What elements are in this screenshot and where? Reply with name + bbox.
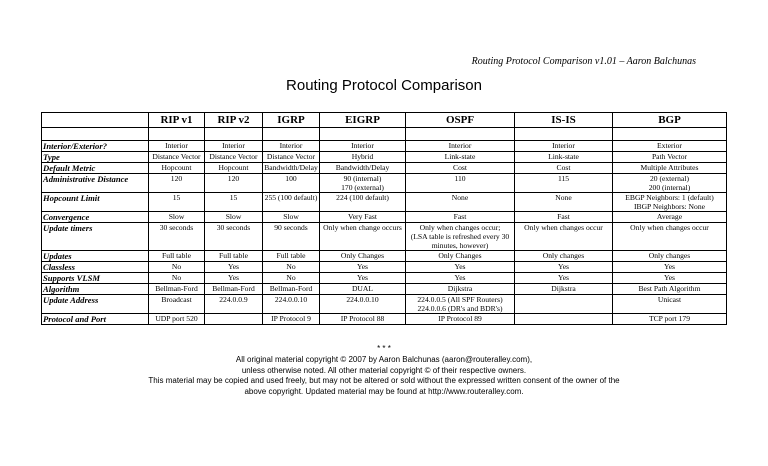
table-cell: Yes — [613, 273, 727, 284]
row-label: Type — [42, 152, 149, 163]
table-cell: 224.0.0.9 — [205, 295, 263, 314]
table-cell: UDP port 520 — [149, 314, 205, 325]
table-row — [42, 314, 727, 325]
footer-line: above copyright. Updated material may be found at http://www.routeralley.com. — [244, 386, 524, 396]
table-cell: 90 (internal) 170 (external) — [320, 174, 406, 193]
table-cell: Bandwidth/Delay — [320, 163, 406, 174]
table-cell: Yes — [515, 262, 613, 273]
row-label: Default Metric — [42, 163, 149, 174]
table-cell: None — [515, 193, 613, 212]
table-cell: Interior — [263, 141, 320, 152]
table-cell: Dijkstra — [515, 284, 613, 295]
table-cell: 15 — [205, 193, 263, 212]
table-row — [42, 152, 727, 163]
table-cell: Slow — [205, 212, 263, 223]
column-header: RIP v1 — [149, 113, 205, 128]
table-cell: Fast — [406, 212, 515, 223]
column-header: IGRP — [263, 113, 320, 128]
table-cell: Only when changes occur; (LSA table is refreshed every 30 minutes, however) — [406, 223, 515, 251]
table-cell: Interior — [205, 141, 263, 152]
table-cell: No — [149, 273, 205, 284]
table-cell: Multiple Attributes — [613, 163, 727, 174]
table-cell: Hopcount — [149, 163, 205, 174]
table-cell: Full table — [149, 251, 205, 262]
table-row — [42, 273, 727, 284]
table-cell: 120 — [205, 174, 263, 193]
table-cell: 90 seconds — [263, 223, 320, 251]
table-row — [42, 251, 727, 262]
table-cell: Dijkstra — [406, 284, 515, 295]
table-cell: IP Protocol 89 — [406, 314, 515, 325]
table-header-row — [42, 113, 727, 128]
table-body — [42, 128, 727, 325]
row-label: Updates — [42, 251, 149, 262]
footer-line: All original material copyright © 2007 by Aaron Balchunas (aaron@routeralley.com), — [235, 355, 533, 364]
page-title: Routing Protocol Comparison — [286, 77, 482, 94]
table-cell: Cost — [406, 163, 515, 174]
table-cell: No — [263, 273, 320, 284]
row-label: Algorithm — [42, 284, 149, 295]
table-row — [42, 262, 727, 273]
table-cell: Only when changes occur — [613, 223, 727, 251]
table-cell: Slow — [149, 212, 205, 223]
spacer-row — [42, 128, 727, 141]
table-cell: Yes — [205, 262, 263, 273]
column-header: BGP — [613, 113, 727, 128]
copyright-footer — [0, 355, 768, 397]
column-header — [42, 113, 149, 128]
table-cell: No — [263, 262, 320, 273]
table-cell: Only changes — [613, 251, 727, 262]
table-cell: Cost — [515, 163, 613, 174]
table-cell: 15 — [149, 193, 205, 212]
table-cell: Bellman-Ford — [263, 284, 320, 295]
table-cell: 115 — [515, 174, 613, 193]
table-cell: 255 (100 default) — [263, 193, 320, 212]
table-cell — [515, 314, 613, 325]
table-row — [42, 223, 727, 251]
table-cell: Best Path Algorithm — [613, 284, 727, 295]
table-row — [42, 193, 727, 212]
table-row — [42, 212, 727, 223]
table-cell: No — [149, 262, 205, 273]
row-label: Convergence — [42, 212, 149, 223]
row-label: Supports VLSM — [42, 273, 149, 284]
table-cell: IP Protocol 88 — [320, 314, 406, 325]
row-label: Hopcount Limit — [42, 193, 149, 212]
table-cell: Hybrid — [320, 152, 406, 163]
row-label: Administrative Distance — [42, 174, 149, 193]
table-cell: Yes — [320, 262, 406, 273]
table-row — [42, 295, 727, 314]
table-cell: Yes — [205, 273, 263, 284]
table-cell: Yes — [320, 273, 406, 284]
comparison-table — [41, 112, 727, 325]
table-cell: 224.0.0.10 — [320, 295, 406, 314]
table-cell: 100 — [263, 174, 320, 193]
table-cell: Path Vector — [613, 152, 727, 163]
table-row — [42, 174, 727, 193]
table-cell: 20 (external) 200 (internal) — [613, 174, 727, 193]
table-cell: 224.0.0.5 (All SPF Routers) 224.0.0.6 (DR's and BDR's) — [406, 295, 515, 314]
row-label: Classless — [42, 262, 149, 273]
column-header: EIGRP — [320, 113, 406, 128]
column-header: OSPF — [406, 113, 515, 128]
table-cell: Bellman-Ford — [149, 284, 205, 295]
table-cell: Broadcast — [149, 295, 205, 314]
table-cell: Bandwidth/Delay — [264, 163, 318, 172]
table-cell: Only Changes — [320, 251, 406, 262]
table-cell: Yes — [406, 262, 515, 273]
section-separator: * * * — [377, 344, 391, 353]
row-label: Update Address — [42, 295, 149, 314]
table-cell: Interior — [149, 141, 205, 152]
table-cell: Distance Vector — [149, 152, 205, 163]
table-cell: Distance Vector — [205, 152, 263, 163]
table-cell: Yes — [406, 273, 515, 284]
table-cell: Unicast — [613, 295, 727, 314]
table-cell: Interior — [406, 141, 515, 152]
document-header-note: Routing Protocol Comparison v1.01 – Aaron Balchunas — [471, 56, 696, 67]
table-row — [42, 284, 727, 295]
table-cell: 110 — [406, 174, 515, 193]
table-cell: Yes — [515, 273, 613, 284]
table-cell: Hopcount — [205, 163, 263, 174]
table-cell: Link-state — [406, 152, 515, 163]
table-cell: Bellman-Ford — [205, 284, 263, 295]
table-cell: None — [406, 193, 515, 212]
table-cell: Only Changes — [406, 251, 515, 262]
table-cell: Only when changes occur — [515, 223, 613, 251]
table-cell: Exterior — [613, 141, 727, 152]
table-cell: Only changes — [515, 251, 613, 262]
table-cell: Interior — [515, 141, 613, 152]
table-cell: DUAL — [320, 284, 406, 295]
table-cell: Average — [613, 212, 727, 223]
table-cell: Distance Vector — [263, 152, 320, 163]
table-cell: Full table — [263, 251, 320, 262]
table-cell: Full table — [205, 251, 263, 262]
table-cell: Slow — [263, 212, 320, 223]
table-cell: Link-state — [515, 152, 613, 163]
footer-line: This material may be copied and used freely, but may not be altered or sold without the expressed written consent of the owner of the — [148, 376, 620, 385]
table-cell: Very Fast — [320, 212, 406, 223]
column-header: IS-IS — [515, 113, 613, 128]
row-label: Interior/Exterior? — [42, 141, 149, 152]
table-cell — [515, 295, 613, 314]
table-row — [42, 141, 727, 152]
table-cell: 30 seconds — [205, 223, 263, 251]
table-cell: Only when change occurs — [320, 223, 406, 251]
table-cell: Fast — [515, 212, 613, 223]
table-cell: 30 seconds — [149, 223, 205, 251]
table-cell: TCP port 179 — [613, 314, 727, 325]
footer-line: unless otherwise noted. All other material copyright © of their respective owners. — [241, 365, 527, 375]
table-cell: Interior — [320, 141, 406, 152]
table-cell: 224 (100 default) — [320, 193, 406, 212]
column-header: RIP v2 — [205, 113, 263, 128]
table-cell: Yes — [613, 262, 727, 273]
table-cell — [205, 314, 263, 325]
row-label: Protocol and Port — [42, 314, 149, 325]
table-row — [42, 163, 727, 174]
table-cell: EBGP Neighbors: 1 (default) IBGP Neighbors: None — [613, 193, 727, 212]
row-label: Update timers — [42, 223, 149, 251]
table-cell: 224.0.0.10 — [263, 295, 320, 314]
table-cell: 120 — [149, 174, 205, 193]
table-cell: IP Protocol 9 — [263, 314, 320, 325]
